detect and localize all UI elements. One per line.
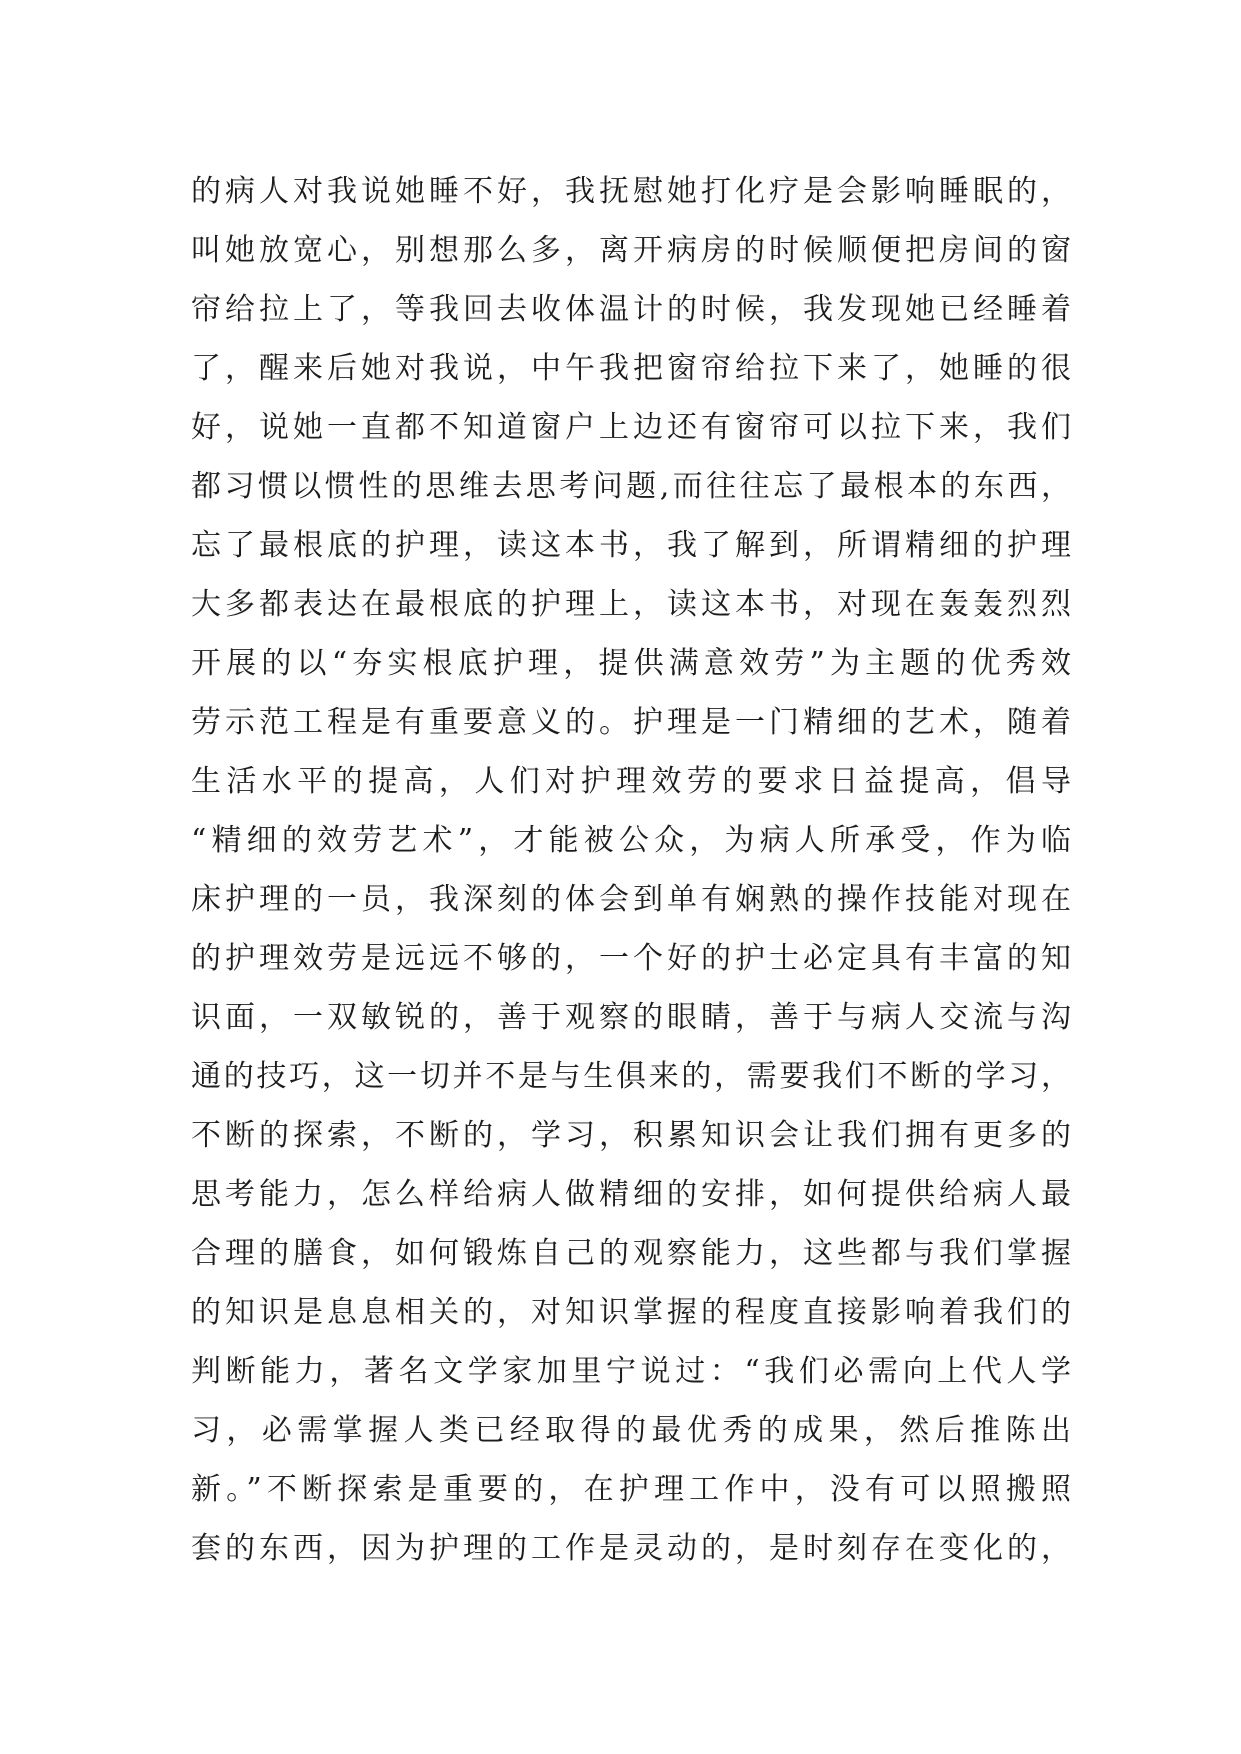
text-line: 识面，一双敏锐的，善于观察的眼睛，善于与病人交流与沟	[191, 1000, 1071, 1035]
text-line: 思考能力，怎么样给病人做精细的安排，如何提供给病人最	[191, 1177, 1071, 1212]
text-line: 生活水平的提高，人们对护理效劳的要求日益提高，倡导	[191, 764, 1071, 799]
text-line: 新。”不断探索是重要的，在护理工作中，没有可以照搬照	[191, 1472, 1071, 1507]
text-line: 忘了最根底的护理，读这本书，我了解到，所谓精细的护理	[191, 528, 1071, 563]
text-line: 都习惯以惯性的思维去思考问题,而往往忘了最根本的东西，	[191, 469, 1071, 504]
text-line: 了，醒来后她对我说，中午我把窗帘给拉下来了，她睡的很	[191, 351, 1071, 386]
text-line: 习，必需掌握人类已经取得的最优秀的成果，然后推陈出	[191, 1413, 1071, 1448]
text-line: 不断的探索，不断的，学习，积累知识会让我们拥有更多的	[191, 1118, 1071, 1153]
text-line: 叫她放宽心，别想那么多，离开病房的时候顺便把房间的窗	[191, 233, 1071, 268]
text-line: 合理的膳食，如何锻炼自己的观察能力，这些都与我们掌握	[191, 1236, 1071, 1271]
text-line: 套的东西，因为护理的工作是灵动的，是时刻存在变化的，	[191, 1531, 1071, 1566]
text-line: 床护理的一员，我深刻的体会到单有娴熟的操作技能对现在	[191, 882, 1071, 917]
text-line: 通的技巧，这一切并不是与生俱来的，需要我们不断的学习，	[191, 1059, 1071, 1094]
text-line: 判断能力，著名文学家加里宁说过：“我们必需向上代人学	[191, 1354, 1071, 1389]
text-line: 大多都表达在最根底的护理上，读这本书，对现在轰轰烈烈	[191, 587, 1071, 622]
text-line: 的病人对我说她睡不好，我抚慰她打化疗是会影响睡眠的，	[191, 174, 1071, 209]
text-line: 帘给拉上了，等我回去收体温计的时候，我发现她已经睡着	[191, 292, 1071, 327]
text-line: 劳示范工程是有重要意义的。护理是一门精细的艺术，随着	[191, 705, 1071, 740]
body-text	[191, 162, 1071, 1578]
text-line: 的知识是息息相关的，对知识掌握的程度直接影响着我们的	[191, 1295, 1071, 1330]
text-line: “精细的效劳艺术”，才能被公众，为病人所承受，作为临	[191, 823, 1071, 858]
text-line: 好，说她一直都不知道窗户上边还有窗帘可以拉下来，我们	[191, 410, 1071, 445]
text-line: 的护理效劳是远远不够的，一个好的护士必定具有丰富的知	[191, 941, 1071, 976]
text-line: 开展的以“夯实根底护理，提供满意效劳”为主题的优秀效	[191, 646, 1071, 681]
